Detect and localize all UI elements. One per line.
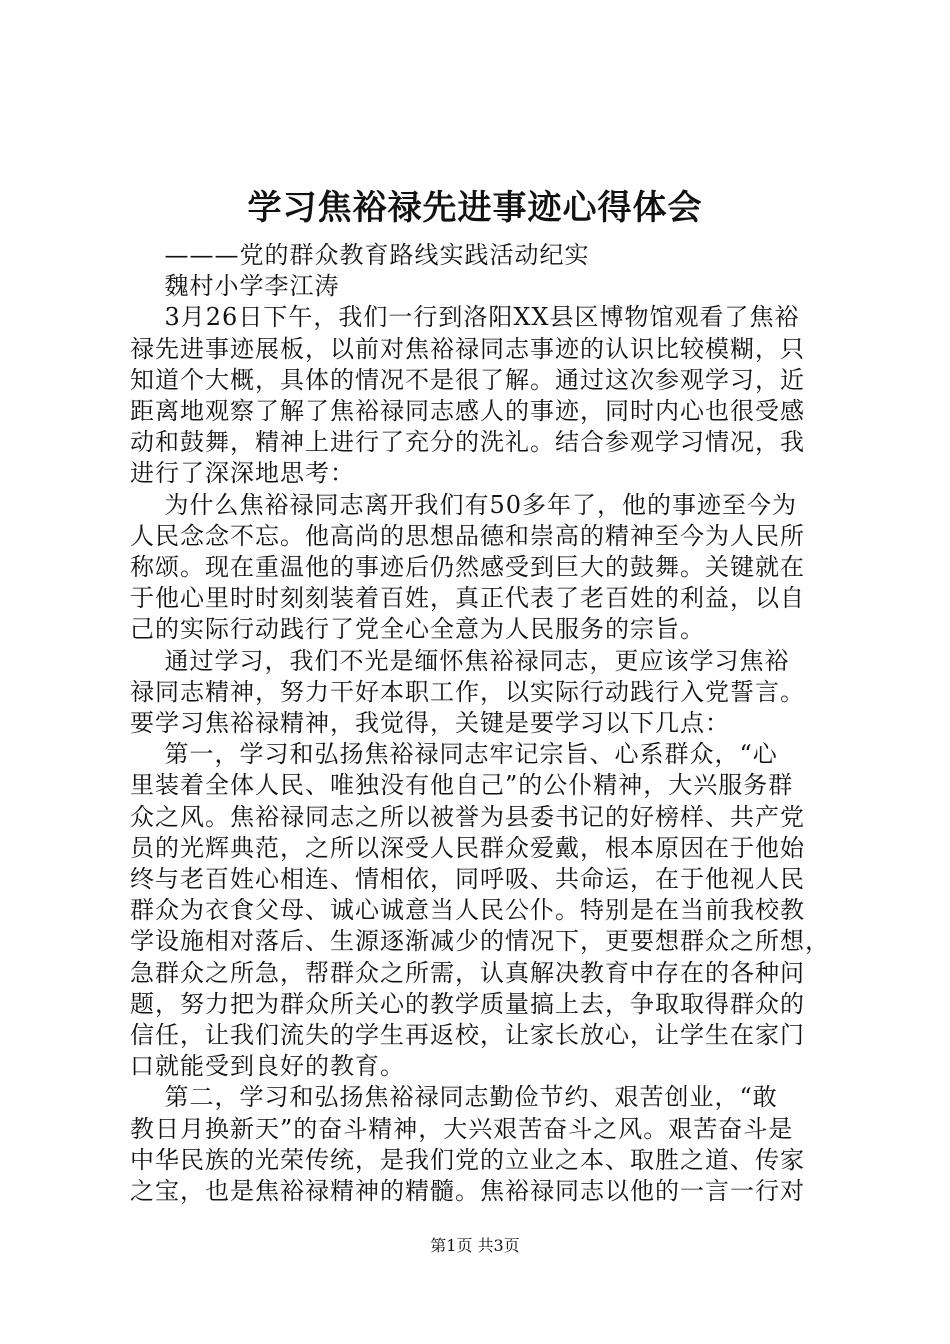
text-line: 人民念念不忘。他高尚的思想品德和崇高的精神至今为人民所 xyxy=(130,521,805,550)
text-line: 教日月换新天”的奋斗精神，大兴艰苦奋斗之风。艰苦奋斗是 xyxy=(130,1114,794,1143)
text-line: 于他心里时时刻刻装着百姓，真正代表了老百姓的利益，以自 xyxy=(130,584,805,613)
text-line: 里装着全体人民、唯独没有他自己”的公仆精神，大兴服务群 xyxy=(130,771,794,800)
text-line: 之宝，也是焦裕禄精神的精髓。焦裕禄同志以他的一言一行对 xyxy=(130,1177,805,1206)
page-number-footer: 第1页 共3页 xyxy=(430,1236,520,1255)
text-line: 为什么焦裕禄同志离开我们有50多年了，他的事迹至今为 xyxy=(130,490,798,519)
text-line: 禄先进事迹展板，以前对焦裕禄同志事迹的认识比较模糊，只 xyxy=(130,334,805,363)
text-line: 急群众之所急，帮群众之所需，认真解决教育中存在的各种问 xyxy=(130,958,805,987)
text-line: 动和鼓舞，精神上进行了充分的洗礼。结合参观学习情况，我 xyxy=(130,428,805,457)
text-line: 距离地观察了解了焦裕禄同志感人的事迹，同时内心也很受感 xyxy=(130,397,805,426)
text-line: 终与老百姓心相连、情相依，同呼吸、共命运，在于他视人民 xyxy=(130,865,805,894)
text-line: 口就能受到良好的教育。 xyxy=(130,1052,405,1081)
text-line: 知道个大概，具体的情况不是很了解。通过这次参观学习，近 xyxy=(130,365,805,394)
text-line: 学设施相对落后、生源逐渐减少的情况下，更要想群众之所想， xyxy=(130,927,830,956)
text-line: 群众为衣食父母、诚心诚意当人民公仆。特别是在当前我校教 xyxy=(130,896,805,925)
text-line: 要学习焦裕禄精神，我觉得，关键是要学习以下几点： xyxy=(130,709,730,738)
document-body xyxy=(130,240,830,1207)
text-line: 称颂。现在重温他的事迹后仍然感受到巨大的鼓舞。关键就在 xyxy=(130,553,805,582)
document-title: 学习焦裕禄先进事迹心得体会 xyxy=(247,188,703,228)
text-line: ———党的群众教育路线实践活动纪实 xyxy=(130,241,590,269)
text-line: 3月26日下午，我们一行到洛阳XX县区博物馆观看了焦裕 xyxy=(130,303,800,332)
text-line: 进行了深深地思考： xyxy=(130,459,355,488)
text-line: 魏村小学李江涛 xyxy=(130,272,340,301)
text-line: 众之风。焦裕禄同志之所以被誉为县委书记的好榜样、共产党 xyxy=(130,802,805,831)
text-line: 员的光辉典范，之所以深受人民群众爱戴，根本原因在于他始 xyxy=(130,833,805,862)
text-line: 信任，让我们流失的学生再返校，让家长放心，让学生在家门 xyxy=(130,1021,805,1050)
text-line: 中华民族的光荣传统，是我们党的立业之本、取胜之道、传家 xyxy=(130,1145,805,1174)
text-line: 己的实际行动践行了党全心全意为人民服务的宗旨。 xyxy=(130,615,705,644)
text-line: 第二，学习和弘扬焦裕禄同志勤俭节约、艰苦创业，“敢 xyxy=(130,1083,778,1112)
text-line: 禄同志精神，努力干好本职工作，以实际行动践行入党誓言。 xyxy=(130,677,805,706)
text-line: 通过学习，我们不光是缅怀焦裕禄同志，更应该学习焦裕 xyxy=(130,646,790,675)
text-line: 第一，学习和弘扬焦裕禄同志牢记宗旨、心系群众，“心 xyxy=(130,740,778,769)
text-line: 题，努力把为群众所关心的教学质量搞上去，争取取得群众的 xyxy=(130,989,805,1018)
